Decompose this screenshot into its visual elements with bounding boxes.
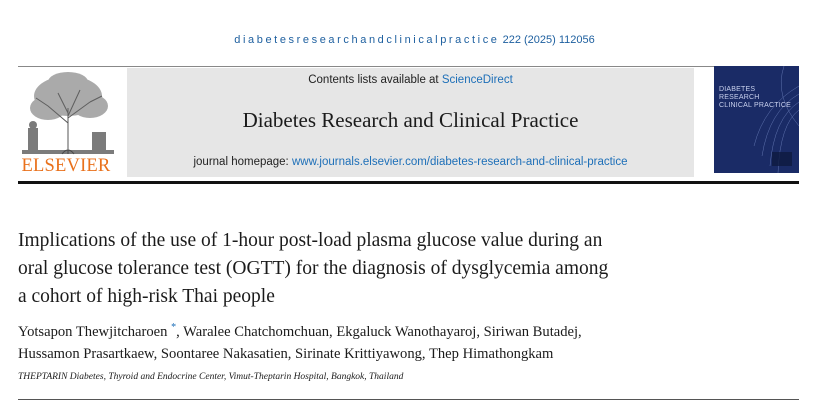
contents-prefix: Contents lists available at [308,74,442,86]
citation-details: 222 (2025) 112056 [502,34,595,46]
journal-cover[interactable] [714,66,799,173]
citation-line [0,34,829,46]
footer-divider [18,399,799,400]
article-title-line: oral glucose tolerance test (OGTT) for the diagnosis of dysglycemia among [18,258,609,279]
header-divider [18,66,799,67]
journal-title[interactable]: Diabetes Research and Clinical Practice [242,108,579,132]
cover-art-icon [714,66,799,173]
author-line-1 [18,321,808,343]
author-affiliation: THEPTARIN Diabetes, Thyroid and Endocrine Center, Vimut-Theptarin Hospital, Bangkok, Thailand [18,372,404,382]
journal-homepage [127,156,694,168]
masthead-divider [18,181,799,184]
author-line-2: Hussamon Prasartkaew, Soontaree Nakasatien, Sirinate Krittiyawong, Thep Himathongkam [18,346,554,362]
publisher-name: ELSEVIER [21,156,111,176]
journal-banner [127,68,694,177]
author-list [18,321,808,365]
cover-title-line-2: RESEARCH [719,94,760,101]
homepage-prefix: journal homepage: [193,156,292,168]
article-title [18,227,718,311]
cover-title-line-1: DIABETES [719,86,756,93]
citation-journal-link[interactable]: diabetesresearchandclinicalpractice [234,34,500,46]
cover-title-line-3: CLINICAL PRACTICE [719,102,791,109]
publisher-logo[interactable] [18,68,118,176]
article-title-line: Implications of the use of 1-hour post-load plasma glucose value during an [18,230,603,251]
homepage-link[interactable]: www.journals.elsevier.com/diabetes-research-and-clinical-practice [291,156,628,168]
corresponding-author[interactable]: Yotsapon Thewjitcharoen [18,324,168,340]
contents-availability [127,74,694,86]
article-title-line: a cohort of high-risk Thai people [18,286,275,307]
co-authors: , Waralee Chatchomchuan, Ekgaluck Wanothayaroj, Siriwan Butadej, [176,324,582,340]
corresponding-author-mark[interactable]: * [171,322,177,334]
sciencedirect-link[interactable]: ScienceDirect [441,74,513,86]
elsevier-tree-icon [18,68,118,158]
